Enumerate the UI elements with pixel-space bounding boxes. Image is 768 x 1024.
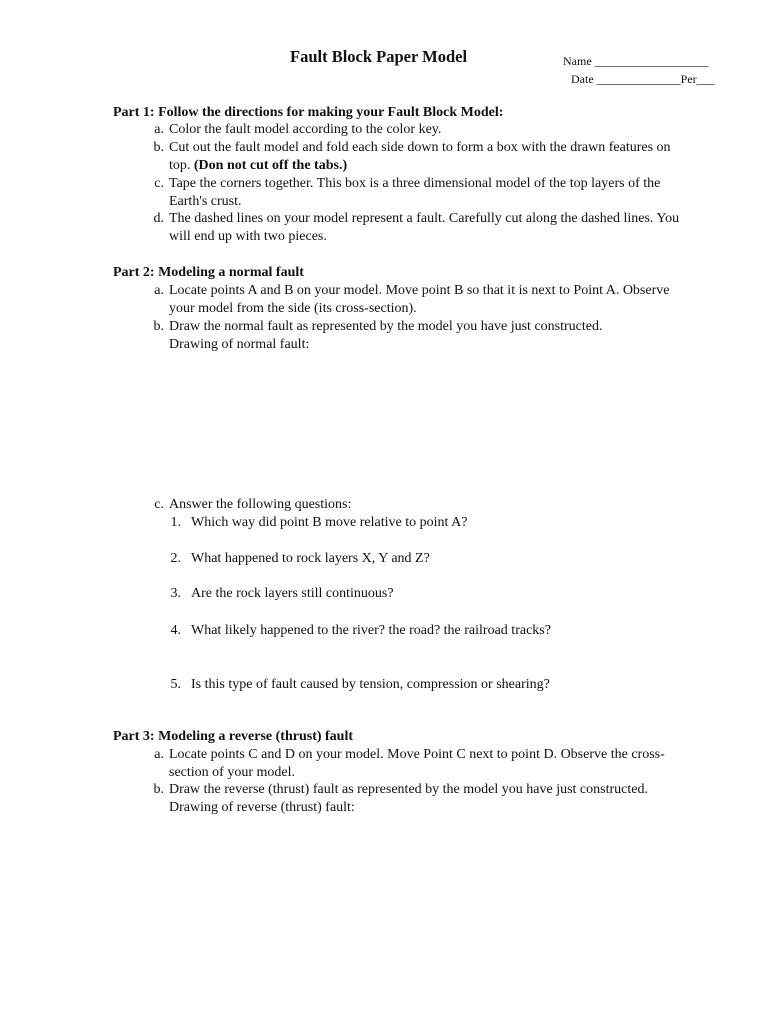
list-label: c. <box>154 176 164 191</box>
list-text-line2: your model from the side (its cross-section). <box>169 301 417 316</box>
list-text: Draw the normal fault as represented by the model you have just constructed. <box>169 319 603 334</box>
question-number: 2. <box>170 551 181 566</box>
question-text: What happened to rock layers X, Y and Z? <box>191 551 430 566</box>
list-label: a. <box>154 283 164 298</box>
list-label: b. <box>153 782 164 797</box>
list-text: Answer the following questions: <box>169 497 352 512</box>
list-text-line2 <box>169 157 347 175</box>
list-label: b. <box>153 140 164 155</box>
question-number: 3. <box>170 586 181 601</box>
date-period-field: Date ______________Per___ <box>571 72 715 86</box>
list-label: d. <box>153 211 164 226</box>
drawing-prompt: Drawing of normal fault: <box>169 337 310 352</box>
list-text: Color the fault model according to the color key. <box>169 122 442 137</box>
list-text: Tape the corners together. This box is a three dimensional model of the top layers of the <box>169 176 661 191</box>
list-label: b. <box>153 319 164 334</box>
list-text-line2: will end up with two pieces. <box>169 229 327 244</box>
list-label: a. <box>154 747 164 762</box>
name-field: Name ___________________ <box>563 54 709 68</box>
question-text: Is this type of fault caused by tension, compression or shearing? <box>191 677 550 692</box>
list-text: Locate points A and B on your model. Move point B so that it is next to Point A. Observe <box>169 283 670 298</box>
list-text: Locate points C and D on your model. Move Point C next to point D. Observe the cross- <box>169 747 665 762</box>
page-title: Fault Block Paper Model <box>290 47 468 66</box>
question-text: Which way did point B move relative to point A? <box>191 515 468 530</box>
question-text: Are the rock layers still continuous? <box>191 586 394 601</box>
warning-bold-text: (Don not cut off the tabs.) <box>193 158 348 173</box>
list-text: Cut out the fault model and fold each side down to form a box with the drawn features on <box>169 140 671 155</box>
list-label: a. <box>154 122 164 137</box>
list-label: c. <box>154 497 164 512</box>
question-number: 1. <box>170 515 181 530</box>
list-text: The dashed lines on your model represent a fault. Carefully cut along the dashed lines. You <box>169 211 680 226</box>
part1-heading: Part 1: Follow the directions for making your Fault Block Model: <box>113 105 504 120</box>
list-text-line2: section of your model. <box>169 765 295 780</box>
list-text-fragment: top. <box>169 158 194 173</box>
list-text-line2: Earth's crust. <box>169 194 242 209</box>
question-number: 4. <box>170 623 181 638</box>
list-text: Draw the reverse (thrust) fault as represented by the model you have just constructed. <box>169 782 648 797</box>
drawing-prompt: Drawing of reverse (thrust) fault: <box>169 800 355 815</box>
question-text: What likely happened to the river? the road? the railroad tracks? <box>191 623 551 638</box>
question-number: 5. <box>170 677 181 692</box>
part2-heading: Part 2: Modeling a normal fault <box>113 265 304 280</box>
part3-heading: Part 3: Modeling a reverse (thrust) fault <box>113 729 354 744</box>
